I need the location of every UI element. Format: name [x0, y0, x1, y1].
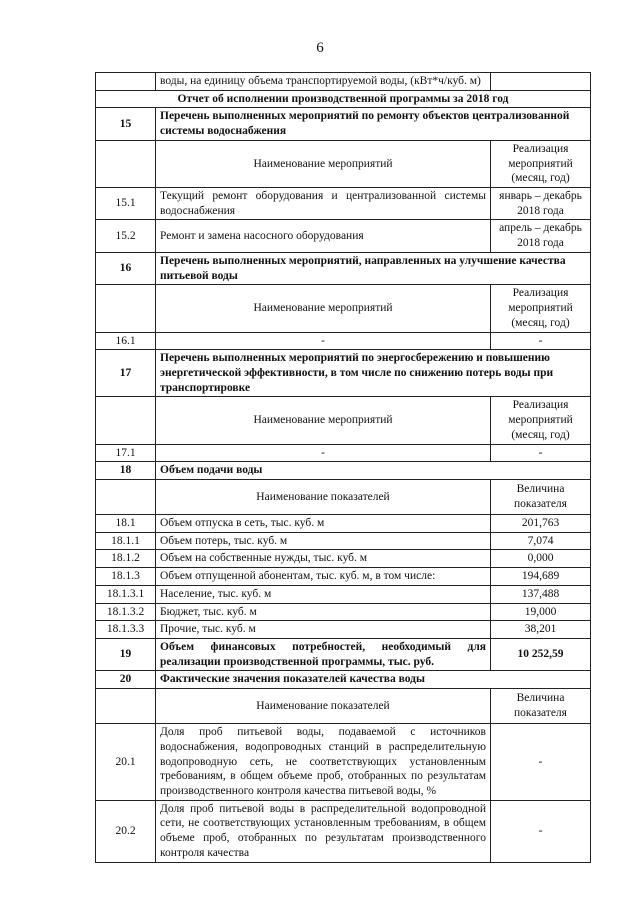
column-header-value: Величина показателя [491, 689, 591, 724]
report-table [95, 72, 591, 863]
row-value-cell: 201,763 [491, 514, 591, 532]
row-text-cell: Объем отпущенной абонентам, тыс. куб. м, в том числе: [156, 568, 491, 586]
row-number-cell: 20.2 [96, 800, 156, 862]
table-row-data [96, 568, 591, 586]
table-row-header [96, 689, 591, 724]
row-text-cell: - [156, 444, 491, 462]
header-empty-cell [96, 285, 156, 332]
table-row-section [96, 462, 591, 480]
table-row-item-long [96, 724, 591, 801]
table-row-dash [96, 332, 591, 350]
column-header-name: Наименование показателей [156, 689, 491, 724]
table-row-finance [96, 639, 591, 671]
row-value-cell: январь – декабрь 2018 года [491, 188, 591, 220]
section-title-cell: Перечень выполненных мероприятий по энергосбережению и повышению энергетической эффективности, в том числе по снижению потерь воды при транспортировке [156, 350, 591, 397]
row-text-cell: Бюджет, тыс. куб. м [156, 603, 491, 621]
row-value-cell: 38,201 [491, 621, 591, 639]
row-value-cell: 0,000 [491, 550, 591, 568]
section-title-cell: Перечень выполненных мероприятий по ремонту объектов централизованной системы водоснабжения [156, 108, 591, 140]
row-value-cell: - [491, 800, 591, 862]
row-value-cell [491, 73, 591, 91]
column-header-value: Реализация мероприятий (месяц, год) [491, 285, 591, 332]
table-row-data [96, 621, 591, 639]
column-header-value: Величина показателя [491, 479, 591, 514]
row-value-cell: 19,000 [491, 603, 591, 621]
section-number-cell: 16 [96, 252, 156, 284]
column-header-name: Наименование мероприятий [156, 397, 491, 444]
table-row-item [96, 188, 591, 220]
row-value-cell: 10 252,59 [491, 639, 591, 671]
column-header-name: Наименование мероприятий [156, 140, 491, 187]
row-value-cell: апрель – декабрь 2018 года [491, 220, 591, 252]
table-row-data [96, 514, 591, 532]
table-row-section [96, 108, 591, 140]
row-value-cell: - [491, 332, 591, 350]
header-empty-cell [96, 479, 156, 514]
row-value-cell: 137,488 [491, 585, 591, 603]
table-row-item-long-top [96, 800, 591, 862]
table-row-data [96, 603, 591, 621]
table-row-header [96, 479, 591, 514]
table-row-section [96, 671, 591, 689]
table-row-item [96, 220, 591, 252]
table-row-header [96, 397, 591, 444]
table-row-dash [96, 444, 591, 462]
row-number-cell: 18.1 [96, 514, 156, 532]
page-number: 6 [316, 40, 324, 56]
row-value-cell: - [491, 444, 591, 462]
row-number-cell [96, 73, 156, 91]
table-row-cont [96, 73, 591, 91]
column-header-name: Наименование мероприятий [156, 285, 491, 332]
row-number-cell: 18.1.3 [96, 568, 156, 586]
section-number-cell: 17 [96, 350, 156, 397]
row-text-cell: Ремонт и замена насосного оборудования [156, 220, 491, 252]
header-empty-cell [96, 689, 156, 724]
row-number-cell: 17.1 [96, 444, 156, 462]
report-title-cell: Отчет об исполнении производственной программы за 2018 год [96, 90, 591, 108]
table-row-header [96, 140, 591, 187]
row-value-cell: 194,689 [491, 568, 591, 586]
row-number-cell: 18.1.1 [96, 532, 156, 550]
row-text-cell: воды, на единицу объема транспортируемой воды, (кВт*ч/куб. м) [156, 73, 491, 91]
row-text-cell: Объем потерь, тыс. куб. м [156, 532, 491, 550]
section-number-cell: 15 [96, 108, 156, 140]
table-row-header [96, 285, 591, 332]
section-title-cell: Объем подачи воды [156, 462, 591, 480]
header-empty-cell [96, 140, 156, 187]
row-value-cell: - [491, 724, 591, 801]
row-number-cell: 18.1.2 [96, 550, 156, 568]
section-title-cell: Фактические значения показателей качества воды [156, 671, 591, 689]
section-number-cell: 20 [96, 671, 156, 689]
row-text-cell: - [156, 332, 491, 350]
table-row-section [96, 350, 591, 397]
column-header-value: Реализация мероприятий (месяц, год) [491, 397, 591, 444]
column-header-value: Реализация мероприятий (месяц, год) [491, 140, 591, 187]
section-number-cell: 18 [96, 462, 156, 480]
table-row-data [96, 532, 591, 550]
row-text-cell: Текущий ремонт оборудования и централизованной системы водоснабжения [156, 188, 491, 220]
section-title-cell: Перечень выполненных мероприятий, направленных на улучшение качества питьевой воды [156, 252, 591, 284]
row-text-cell: Доля проб питьевой воды, подаваемой с источников водоснабжения, водопроводных станций в распределительную водопроводную сеть, не соответствующих установленным требованиям, в общем объеме проб, отобранных по результатам производственного контроля качества питьевой воды, % [156, 724, 491, 801]
row-number-cell: 15.2 [96, 220, 156, 252]
row-number-cell: 20.1 [96, 724, 156, 801]
row-text-cell: Объем на собственные нужды, тыс. куб. м [156, 550, 491, 568]
row-number-cell: 18.1.3.3 [96, 621, 156, 639]
row-number-cell: 18.1.3.2 [96, 603, 156, 621]
table-row-data [96, 585, 591, 603]
row-text-cell: Доля проб питьевой воды в распределительной водопроводной сети, не соответствующих установленным требованиям, в общем объеме проб, отобранных по результатам производственного контроля качества [156, 800, 491, 862]
row-text-cell: Прочие, тыс. куб. м [156, 621, 491, 639]
row-number-cell: 16.1 [96, 332, 156, 350]
table-row-data [96, 550, 591, 568]
row-value-cell: 7,074 [491, 532, 591, 550]
table-row-title [96, 90, 591, 108]
row-text-cell: Объем финансовых потребностей, необходимый для реализации производственной программы, тыс. руб. [156, 639, 491, 671]
row-text-cell: Население, тыс. куб. м [156, 585, 491, 603]
column-header-name: Наименование показателей [156, 479, 491, 514]
table-row-section [96, 252, 591, 284]
header-empty-cell [96, 397, 156, 444]
row-text-cell: Объем отпуска в сеть, тыс. куб. м [156, 514, 491, 532]
row-number-cell: 18.1.3.1 [96, 585, 156, 603]
row-number-cell: 15.1 [96, 188, 156, 220]
row-number-cell: 19 [96, 639, 156, 671]
